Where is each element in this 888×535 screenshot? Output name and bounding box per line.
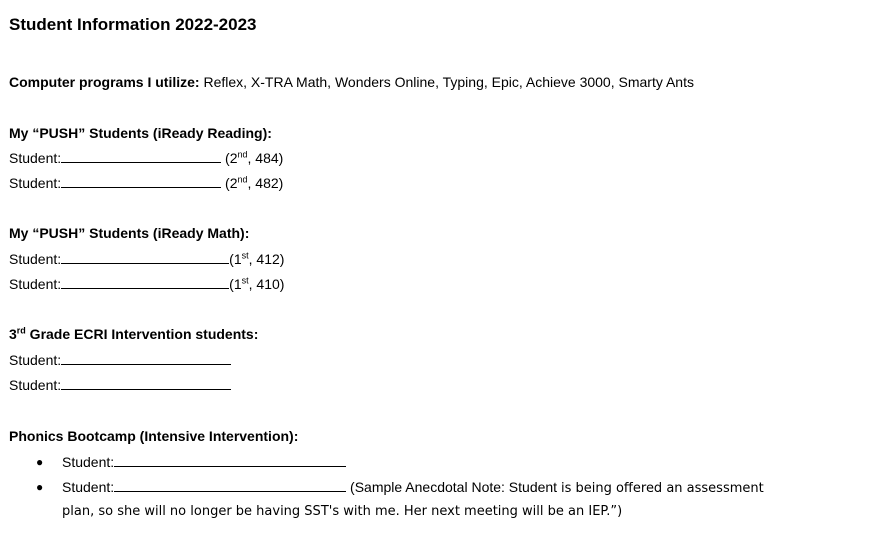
reading-heading: My “PUSH” Students (iReady Reading): [9, 125, 272, 141]
ecri-heading [9, 325, 258, 343]
row-sup: nd [237, 174, 248, 185]
ecri-row [9, 376, 231, 394]
name-blank[interactable] [61, 149, 221, 163]
row-label: Student: [9, 276, 62, 292]
name-blank[interactable] [61, 174, 221, 188]
name-blank[interactable] [114, 453, 346, 467]
row-label: Student: [9, 150, 62, 166]
note-text: (Sample Anecdotal Note: Student [350, 479, 561, 495]
ecri-heading-post: Grade ECRI Intervention students: [25, 326, 259, 342]
reading-row [9, 149, 283, 167]
row-post: , 482) [247, 175, 284, 191]
math-row [9, 275, 284, 293]
row-pre: (2 [225, 175, 238, 191]
row-sup: nd [237, 149, 248, 160]
row-sup: st [241, 250, 249, 261]
name-blank[interactable] [61, 376, 231, 390]
bullet-icon: ● [36, 480, 44, 494]
row-label: Student: [9, 377, 62, 393]
name-blank[interactable] [61, 275, 229, 289]
math-heading: My “PUSH” Students (iReady Math): [9, 225, 250, 241]
math-row [9, 250, 284, 268]
reading-row [9, 174, 283, 192]
note-text: is being offered an assessment [560, 481, 764, 496]
programs-value: Reflex, X-TRA Math, Wonders Online, Typing, Epic, Achieve 3000, Smarty Ants [203, 74, 694, 90]
row-label: Student: [9, 251, 62, 267]
name-blank[interactable] [61, 250, 229, 264]
programs-label: Computer programs I utilize: [9, 74, 200, 90]
row-post: , 410) [248, 276, 285, 292]
row-pre: (2 [225, 150, 238, 166]
row-label: Student: [62, 479, 115, 495]
name-blank[interactable] [61, 351, 231, 365]
row-post: , 484) [247, 150, 284, 166]
row-post: , 412) [248, 251, 285, 267]
ecri-heading-sup: rd [16, 325, 26, 336]
bullet-icon: ● [36, 455, 44, 469]
row-label: Student: [9, 175, 62, 191]
row-label: Student: [62, 454, 115, 470]
row-label: Student: [9, 352, 62, 368]
name-blank[interactable] [114, 478, 346, 492]
phonics-heading: Phonics Bootcamp (Intensive Intervention): [9, 428, 299, 444]
note-continued: plan, so she will no longer be having SST's with me. Her next meeting will be an IEP.”) [62, 504, 623, 519]
phonics-row [62, 478, 764, 498]
programs-line [9, 73, 694, 91]
ecri-row [9, 351, 231, 369]
row-pre: (1 [229, 251, 242, 267]
row-sup: st [241, 275, 249, 286]
page-title: Student Information 2022-2023 [9, 15, 257, 34]
ecri-heading-pre: 3 [9, 326, 17, 342]
phonics-row [62, 453, 346, 471]
row-pre: (1 [229, 276, 242, 292]
